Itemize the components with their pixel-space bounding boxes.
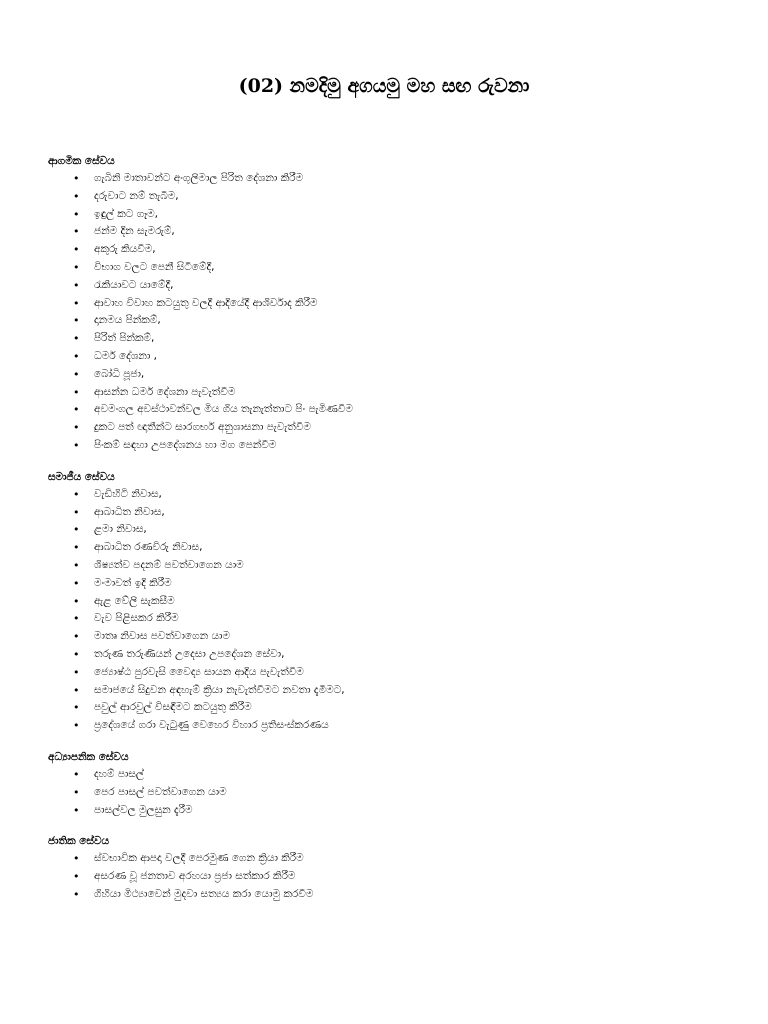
list-item	[48, 646, 728, 664]
list-item-text: ජන්ම දින සැමරුම්,	[94, 225, 175, 238]
list-item-text: අකුරු කියවීම,	[94, 243, 156, 256]
list-item-text: පවුල් ආරවුල් විසඳීමට කටයුතු කිරීම	[94, 701, 252, 714]
list-item	[48, 868, 728, 886]
section-heading: ජාතික සේවය	[48, 835, 110, 848]
bullet-icon: •	[73, 189, 80, 203]
list-item	[48, 784, 728, 802]
list-item-text: ආබාධිත රණවිරු නිවාස,	[94, 541, 203, 554]
bullet-icon: •	[73, 296, 80, 310]
bullet-icon: •	[73, 243, 80, 257]
section-heading: ආගමික සේවය	[48, 155, 115, 167]
list-item-text: පාසල්වල මුලසුන දැරීම	[94, 803, 193, 816]
list-item-text: වැඩිහිටි නිවාස,	[94, 487, 162, 500]
bullet-icon: •	[73, 612, 80, 626]
list-item	[48, 259, 728, 277]
bullet-icon: •	[73, 576, 80, 590]
list-item	[48, 699, 728, 717]
list-item-text: ඉඳුල් කට ගෑම,	[94, 207, 159, 220]
list-item	[48, 295, 728, 313]
bullet-icon: •	[73, 852, 80, 866]
list-item-text: ප්‍රදේශයේ ගරා වැටුණු වෙහෙර විහාර ප්‍රතිසංස්කරණය	[94, 719, 329, 732]
list-item	[48, 717, 728, 735]
list-item-text: රැකියාවට යාමේදී,	[94, 278, 174, 291]
list-item-text: වැව පිළිසකර කිරීම	[94, 612, 179, 625]
list-item	[48, 628, 728, 646]
list-item-text: දානමය පින්කම්,	[94, 314, 161, 327]
list-item	[48, 241, 728, 259]
bullet-icon: •	[73, 887, 80, 901]
list-item	[48, 330, 728, 348]
list-item-text: මංමාවත් ඉදි කිරීම	[94, 576, 172, 589]
bullet-icon: •	[73, 719, 80, 733]
bullet-icon: •	[73, 332, 80, 346]
section-heading: සමාජීය සේවය	[48, 470, 115, 483]
list-item-text: ගැබිනි මාතාවන්ට අංගුලිමාල පිරිත දේශනා කිරීම	[94, 172, 304, 184]
list-item-text: ළමා නිවාස,	[94, 523, 147, 536]
list-item-text: ඇළ වේලි සැකසීම	[94, 594, 175, 607]
list-item	[48, 312, 728, 330]
list-item	[48, 610, 728, 628]
list-item	[48, 504, 728, 522]
list-item-text: පිරිත් පින්කම්,	[94, 332, 155, 345]
list-item-text: ආසන්න ධර්ම දේශනා පැවැත්වීම	[94, 385, 236, 398]
section-4	[48, 832, 728, 903]
bullet-icon: •	[73, 385, 80, 399]
list-item-text: ආවාහ විවාහ කටයුතු වලදී ආදියේදී ආශිර්වාද කිරීම	[94, 296, 318, 309]
list-item	[48, 223, 728, 241]
list-item	[48, 557, 728, 575]
list-item-text: විභාග වලට පෙනී සිටීමේදී,	[94, 260, 215, 273]
bullet-icon: •	[73, 647, 80, 661]
list-item	[48, 521, 728, 539]
bullet-icon: •	[73, 870, 80, 884]
list-item	[48, 206, 728, 224]
bullet-list	[48, 766, 728, 819]
list-item-text: ජ්‍යොෂ්ඨ පුරවැසි වෛද්‍ය සායන ආදිය පැවැත්වීම	[94, 665, 304, 678]
list-item-text: පෙර පාසල් පවත්වාගෙන යාම	[94, 785, 227, 798]
bullet-list	[48, 486, 728, 735]
list-item-text: මාතෘ නිවාස පවත්වාගෙන යාම	[94, 630, 231, 643]
list-item-text: දරුවාට නම් තැබීම,	[94, 189, 179, 202]
bullet-icon: •	[73, 803, 80, 817]
list-item	[48, 188, 728, 206]
section-heading: අධ්‍යාපනික සේවය	[48, 750, 129, 763]
bullet-icon: •	[73, 767, 80, 781]
list-item	[48, 664, 728, 682]
list-item	[48, 384, 728, 402]
bullet-icon: •	[73, 349, 80, 363]
list-item-text: ශිෂ්‍යත්ව පදනම් පවත්වාගෙන යාම	[94, 558, 244, 571]
section-3	[48, 748, 728, 819]
bullet-icon: •	[73, 541, 80, 555]
list-item	[48, 575, 728, 593]
list-item	[48, 593, 728, 611]
bullet-icon: •	[73, 487, 80, 501]
bullet-icon: •	[73, 278, 80, 292]
bullet-icon: •	[73, 505, 80, 519]
section-1	[48, 152, 728, 455]
list-item	[48, 766, 728, 784]
list-item	[48, 401, 728, 419]
page-title: (02) නමදිමු අගයමු මහ සඟ රුවනා	[238, 75, 530, 97]
bullet-icon: •	[73, 172, 80, 185]
bullet-icon: •	[73, 665, 80, 679]
list-item-text: අසරණ වූ ජනතාව අරහයා ප්‍රජා සත්කාර කිරීම	[94, 870, 296, 883]
list-item-text: අවමංගල අවස්ථාවන්වල මිය ගිය තැනැත්තාට පිං පැමිණවීම	[94, 403, 353, 416]
section-2	[48, 468, 728, 735]
list-item	[48, 486, 728, 504]
bullet-icon: •	[73, 225, 80, 239]
list-item-text: පිංකම් සඳහා උපදේශනය හා මග පෙන්වීම	[94, 438, 277, 451]
bullet-icon: •	[73, 594, 80, 608]
list-item	[48, 437, 728, 455]
list-item-text: ආබාධිත නිවාස,	[94, 505, 165, 518]
list-item-text: දහම් පාසල්	[94, 767, 144, 780]
bullet-icon: •	[73, 523, 80, 537]
list-item	[48, 802, 728, 820]
bullet-list	[48, 850, 728, 903]
bullet-icon: •	[73, 558, 80, 572]
list-item-text: සමාජයේ සිදුවන අඳහැම් ක්‍රියා නැවැත්වීමට නවතා දැමීමට,	[94, 683, 345, 696]
bullet-icon: •	[73, 207, 80, 221]
list-item	[48, 348, 728, 366]
list-item	[48, 419, 728, 437]
bullet-icon: •	[73, 314, 80, 328]
bullet-icon: •	[73, 785, 80, 799]
list-item	[48, 277, 728, 295]
list-item	[48, 682, 728, 700]
document-body	[48, 152, 728, 917]
bullet-icon: •	[73, 701, 80, 715]
list-item-text: බෝධි පූජා,	[94, 367, 145, 380]
bullet-icon: •	[73, 403, 80, 417]
bullet-list	[48, 170, 728, 455]
list-item-text: දුකට පත් ඥාතීන්ට සාරගර්භ අනුශාසනා පැවැත්වීම	[94, 421, 311, 434]
list-item	[48, 886, 728, 904]
bullet-icon: •	[73, 630, 80, 644]
list-item	[48, 170, 728, 188]
bullet-icon: •	[73, 683, 80, 697]
list-item	[48, 539, 728, 557]
bullet-icon: •	[73, 367, 80, 381]
list-item-text: ගිහියා මිථ්‍යාවෙන් මුදවා සත්‍යය කරා යොමු කරවීම	[94, 887, 314, 900]
bullet-icon: •	[73, 421, 80, 435]
list-item	[48, 850, 728, 868]
bullet-icon: •	[73, 438, 80, 452]
bullet-icon: •	[73, 260, 80, 274]
list-item	[48, 366, 728, 384]
list-item-text: ස්වභාවික ආපදා වලදී පෙරමුණ ගෙන ක්‍රියා කිරීම	[94, 852, 304, 865]
list-item-text: තරුණ තරුණියන් උදෙසා උපදේශන සේවා,	[94, 647, 285, 660]
list-item-text: ධර්ම දේශනා ,	[94, 349, 157, 362]
